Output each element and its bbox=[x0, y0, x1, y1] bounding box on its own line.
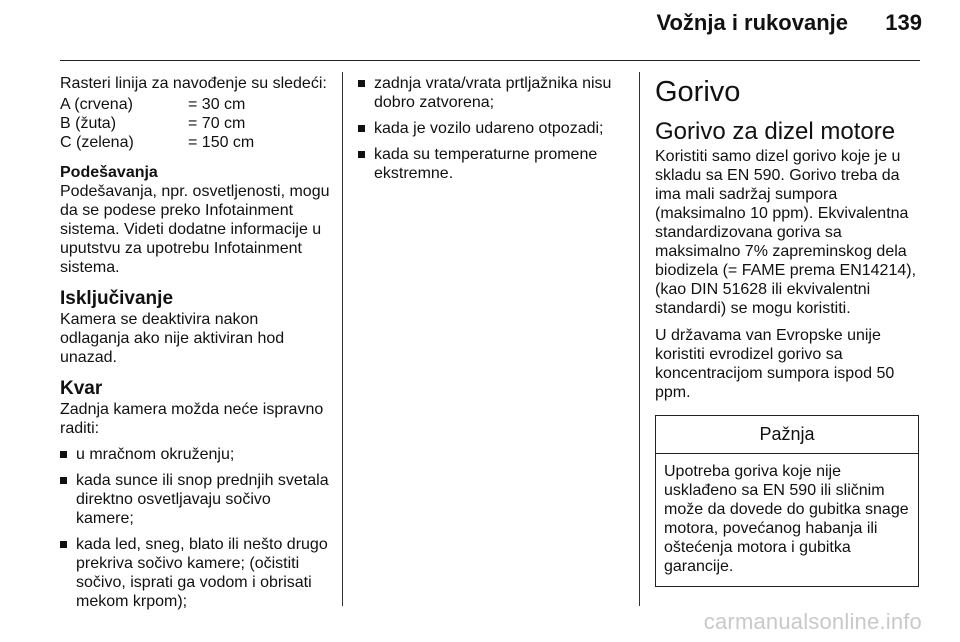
list-item bbox=[60, 445, 332, 464]
raster-row bbox=[60, 133, 254, 152]
section-title: Gorivo bbox=[655, 76, 741, 108]
square-bullet-icon bbox=[60, 541, 67, 548]
fault-text: Zadnja kamera možda neće ispravno raditi: bbox=[60, 401, 324, 437]
square-bullet-icon bbox=[60, 451, 67, 458]
raster-row bbox=[60, 114, 254, 133]
raster-table bbox=[60, 95, 254, 152]
raster-value: = 70 cm bbox=[188, 115, 246, 132]
square-bullet-icon bbox=[358, 151, 365, 158]
page-number: 139 bbox=[885, 10, 922, 35]
list-item bbox=[358, 74, 626, 112]
raster-label: B (žuta) bbox=[60, 115, 117, 132]
raster-label: C (zelena) bbox=[60, 134, 134, 151]
raster-label: A (crvena) bbox=[60, 96, 133, 113]
diesel-paragraph-1: Koristiti samo dizel gorivo koje je u skladu sa EN 590. Gorivo treba da ima mali sadržaj sumpora (maksimalno 10 ppm). Ekvivalentna standardizovana goriva sa maksimalno 7% zapreminskog dela biodizela (= FAME prema EN14214), (kao DIN 51628 ili ekvivalentni standardi) se mogu koristiti. bbox=[655, 148, 917, 317]
section-subtitle: Gorivo za dizel motore bbox=[655, 118, 896, 145]
diesel-paragraph-2: U državama van Evropske unije koristiti evrodizel gorivo sa koncentracijom sumpora ispod 50 ppm. bbox=[655, 327, 895, 401]
list-item-text: u mračnom okruženju; bbox=[76, 446, 235, 463]
list-item bbox=[358, 119, 626, 138]
warning-box bbox=[655, 415, 919, 587]
list-item-text: kada su temperaturne promene ekstremne. bbox=[374, 146, 598, 182]
list-item bbox=[60, 471, 332, 528]
settings-heading: Podešavanja bbox=[60, 164, 158, 181]
running-header-title: Vožnja i rukovanje bbox=[656, 10, 848, 35]
left-column bbox=[60, 74, 332, 618]
fault-list-continued bbox=[358, 74, 626, 183]
square-bullet-icon bbox=[60, 477, 67, 484]
square-bullet-icon bbox=[358, 125, 365, 132]
list-item bbox=[60, 535, 332, 611]
raster-row bbox=[60, 95, 254, 114]
column-divider-left bbox=[342, 72, 343, 606]
middle-column bbox=[358, 74, 626, 190]
warning-text: Upotreba goriva koje nije usklađeno sa EN 590 ili sličnim može da dovede do gubitka snage motora, povećanog habanja ili oštećenja motora i gubitka garancije. bbox=[664, 463, 909, 575]
off-heading: Isključivanje bbox=[60, 288, 174, 309]
list-item bbox=[358, 145, 626, 183]
raster-value: = 30 cm bbox=[188, 96, 246, 113]
list-item-text: kada led, sneg, blato ili nešto drugo prekriva sočivo kamere; (očistiti sočivo, isprati ga vodom i obrisati mekom krpom); bbox=[76, 536, 328, 610]
square-bullet-icon bbox=[358, 80, 365, 87]
fault-list bbox=[60, 445, 332, 611]
right-column bbox=[655, 74, 923, 587]
fault-heading: Kvar bbox=[60, 378, 103, 399]
list-item-text: kada je vozilo udareno otpozadi; bbox=[374, 120, 604, 137]
watermark: carmanualsonline.info bbox=[703, 609, 922, 634]
list-item-text: zadnja vrata/vrata prtljažnika nisu dobro zatvorena; bbox=[374, 75, 612, 111]
warning-title: Pažnja bbox=[656, 416, 918, 454]
off-text: Kamera se deaktivira nakon odlaganja ako nije aktiviran hod unazad. bbox=[60, 311, 285, 366]
header-rule bbox=[60, 60, 920, 61]
raster-value: = 150 cm bbox=[188, 134, 255, 151]
list-item-text: kada sunce ili snop prednjih svetala direktno osvetljavaju sočivo kamere; bbox=[76, 472, 329, 527]
settings-text: Podešavanja, npr. osvetljenosti, mogu da se podese preko Infotainment sistema. Videti dodatne informacije u uputstvu za upotrebu Infotainment sistema. bbox=[60, 183, 330, 276]
column-divider-right bbox=[639, 72, 640, 606]
raster-intro: Rasteri linija za navođenje su sledeći: bbox=[60, 75, 327, 92]
